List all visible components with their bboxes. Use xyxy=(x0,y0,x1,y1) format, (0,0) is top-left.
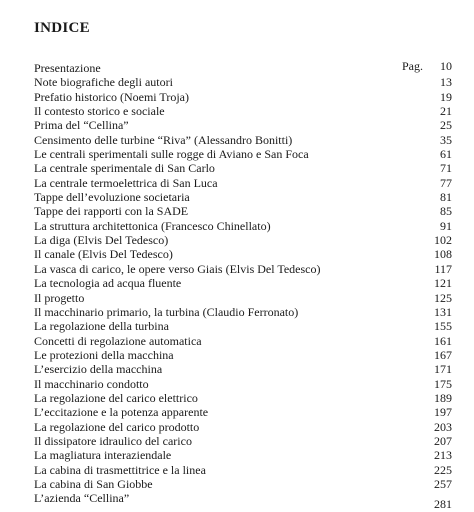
toc-entry-page-number: 19 xyxy=(440,89,452,104)
toc-entry xyxy=(34,420,452,434)
toc-entry-page-number: 77 xyxy=(440,175,452,190)
toc-entry-title: Il macchinario condotto xyxy=(34,376,149,391)
toc-entry xyxy=(34,61,452,75)
toc-entry-title: L’azienda “Cellina” xyxy=(34,491,130,506)
toc-entry xyxy=(34,204,452,218)
toc-entry xyxy=(34,362,452,376)
toc-entry-title: La regolazione del carico elettrico xyxy=(34,390,198,405)
toc-entry-title: Il macchinario primario, la turbina (Claudio Ferronato) xyxy=(34,304,299,319)
toc-entry xyxy=(34,491,452,512)
toc-entry-page-number: 257 xyxy=(434,476,452,491)
toc-entry xyxy=(34,247,452,261)
toc-entry-title: La tecnologia ad acqua fluente xyxy=(34,276,182,291)
toc-entry xyxy=(34,75,452,89)
toc-entry-title: Prima del “Cellina” xyxy=(34,118,129,133)
toc-entry-page-number: 281 xyxy=(434,497,452,512)
table-of-contents xyxy=(34,59,452,512)
toc-entry-page-number: 175 xyxy=(434,376,452,391)
toc-entry xyxy=(34,391,452,405)
toc-entry-title: Censimento delle turbine “Riva” (Alessandro Bonitti) xyxy=(34,132,293,147)
toc-entry-page-number: 189 xyxy=(434,390,452,405)
toc-entry-page-number: 35 xyxy=(440,132,452,147)
toc-entry xyxy=(34,276,452,290)
toc-entry-title: La diga (Elvis Del Tedesco) xyxy=(34,233,169,248)
toc-entry xyxy=(34,118,452,132)
toc-entry-title: La cabina di trasmettitrice e la linea xyxy=(34,462,206,477)
toc-entry-page-number: 13 xyxy=(440,75,452,90)
toc-entry-page-number: 131 xyxy=(434,304,452,319)
toc-entry-title: La cabina di San Giobbe xyxy=(34,476,153,491)
toc-entry-title: Presentazione xyxy=(34,61,101,75)
toc-entry xyxy=(34,434,452,448)
toc-entry-page-number: 21 xyxy=(440,104,452,119)
toc-entry-title: L’eccitazione e la potenza apparente xyxy=(34,405,209,420)
toc-entry xyxy=(34,161,452,175)
toc-entry xyxy=(34,90,452,104)
pag-label: Pag. xyxy=(402,59,423,73)
toc-entry-title: Note biografiche degli autori xyxy=(34,75,173,90)
toc-entry xyxy=(34,463,452,477)
toc-entry xyxy=(34,262,452,276)
toc-entry-title: Il contesto storico e sociale xyxy=(34,104,165,119)
toc-entry-page-number: 161 xyxy=(434,333,452,348)
toc-entry xyxy=(34,448,452,462)
toc-entry xyxy=(34,305,452,319)
toc-entry-title: Tappe dei rapporti con la SADE xyxy=(34,204,189,219)
toc-entry-page-number: 10 xyxy=(440,59,452,73)
toc-entry-page-number: 117 xyxy=(434,261,452,276)
toc-entry-page-number: 213 xyxy=(434,448,452,463)
toc-entry-page-number: 71 xyxy=(440,161,452,176)
toc-entry xyxy=(34,147,452,161)
toc-entry-page-number: 25 xyxy=(440,118,452,133)
toc-entry xyxy=(34,405,452,419)
toc-entry-page-number: 197 xyxy=(434,405,452,420)
toc-entry-title: Il progetto xyxy=(34,290,85,305)
toc-entry-title: Le centrali sperimentali sulle rogge di Aviano e San Foca xyxy=(34,147,309,162)
toc-entry-page-number: 203 xyxy=(434,419,452,434)
toc-entry xyxy=(34,219,452,233)
toc-entry-title: La regolazione del carico prodotto xyxy=(34,419,200,434)
toc-entry-title: La vasca di carico, le opere verso Giais (Elvis Del Tedesco) xyxy=(34,261,321,276)
toc-entry xyxy=(34,334,452,348)
toc-entry xyxy=(34,233,452,247)
toc-entry-title: L’esercizio della macchina xyxy=(34,362,163,377)
toc-entry xyxy=(34,104,452,118)
toc-entry-page-number: 167 xyxy=(434,347,452,362)
toc-entry-page-number: 121 xyxy=(434,276,452,291)
toc-entry-page-number: 207 xyxy=(434,433,452,448)
toc-entry xyxy=(34,319,452,333)
toc-entry-page-number: 85 xyxy=(440,204,452,219)
toc-entry-title: La regolazione della turbina xyxy=(34,319,169,334)
toc-entry xyxy=(34,377,452,391)
toc-entry-title: Concetti di regolazione automatica xyxy=(34,333,202,348)
toc-entry xyxy=(34,291,452,305)
toc-entry xyxy=(34,176,452,190)
toc-entry-page-number: 91 xyxy=(440,218,452,233)
toc-entry-title: La struttura architettonica (Francesco Chinellato) xyxy=(34,218,271,233)
toc-entry xyxy=(34,133,452,147)
toc-entry-title: Prefatio historico (Noemi Troja) xyxy=(34,89,189,104)
toc-entry-page-number: 61 xyxy=(440,147,452,162)
toc-entry-title: La magliatura interaziendale xyxy=(34,448,172,463)
toc-entry-title: La centrale sperimentale di San Carlo xyxy=(34,161,215,176)
toc-entry-title: Il canale (Elvis Del Tedesco) xyxy=(34,247,173,262)
toc-entry-title: Le protezioni della macchina xyxy=(34,347,174,362)
toc-entry-page-number: 155 xyxy=(434,319,452,334)
page-title: INDICE xyxy=(34,20,90,36)
toc-entry-title: La centrale termoelettrica di San Luca xyxy=(34,175,218,190)
toc-entry xyxy=(34,190,452,204)
toc-entry-page-number: 171 xyxy=(434,362,452,377)
toc-entry-page-number: 81 xyxy=(440,190,452,205)
toc-entry xyxy=(34,348,452,362)
toc-entry-page-number: 108 xyxy=(434,247,452,262)
toc-entry-page-number: 102 xyxy=(434,233,452,248)
toc-entry xyxy=(34,477,452,491)
toc-entry-page-number: 125 xyxy=(434,290,452,305)
toc-entry-title: Il dissipatore idraulico del carico xyxy=(34,433,192,448)
toc-entry-title: Tappe dell’evoluzione societaria xyxy=(34,190,190,205)
toc-entry-page-number: 225 xyxy=(434,462,452,477)
